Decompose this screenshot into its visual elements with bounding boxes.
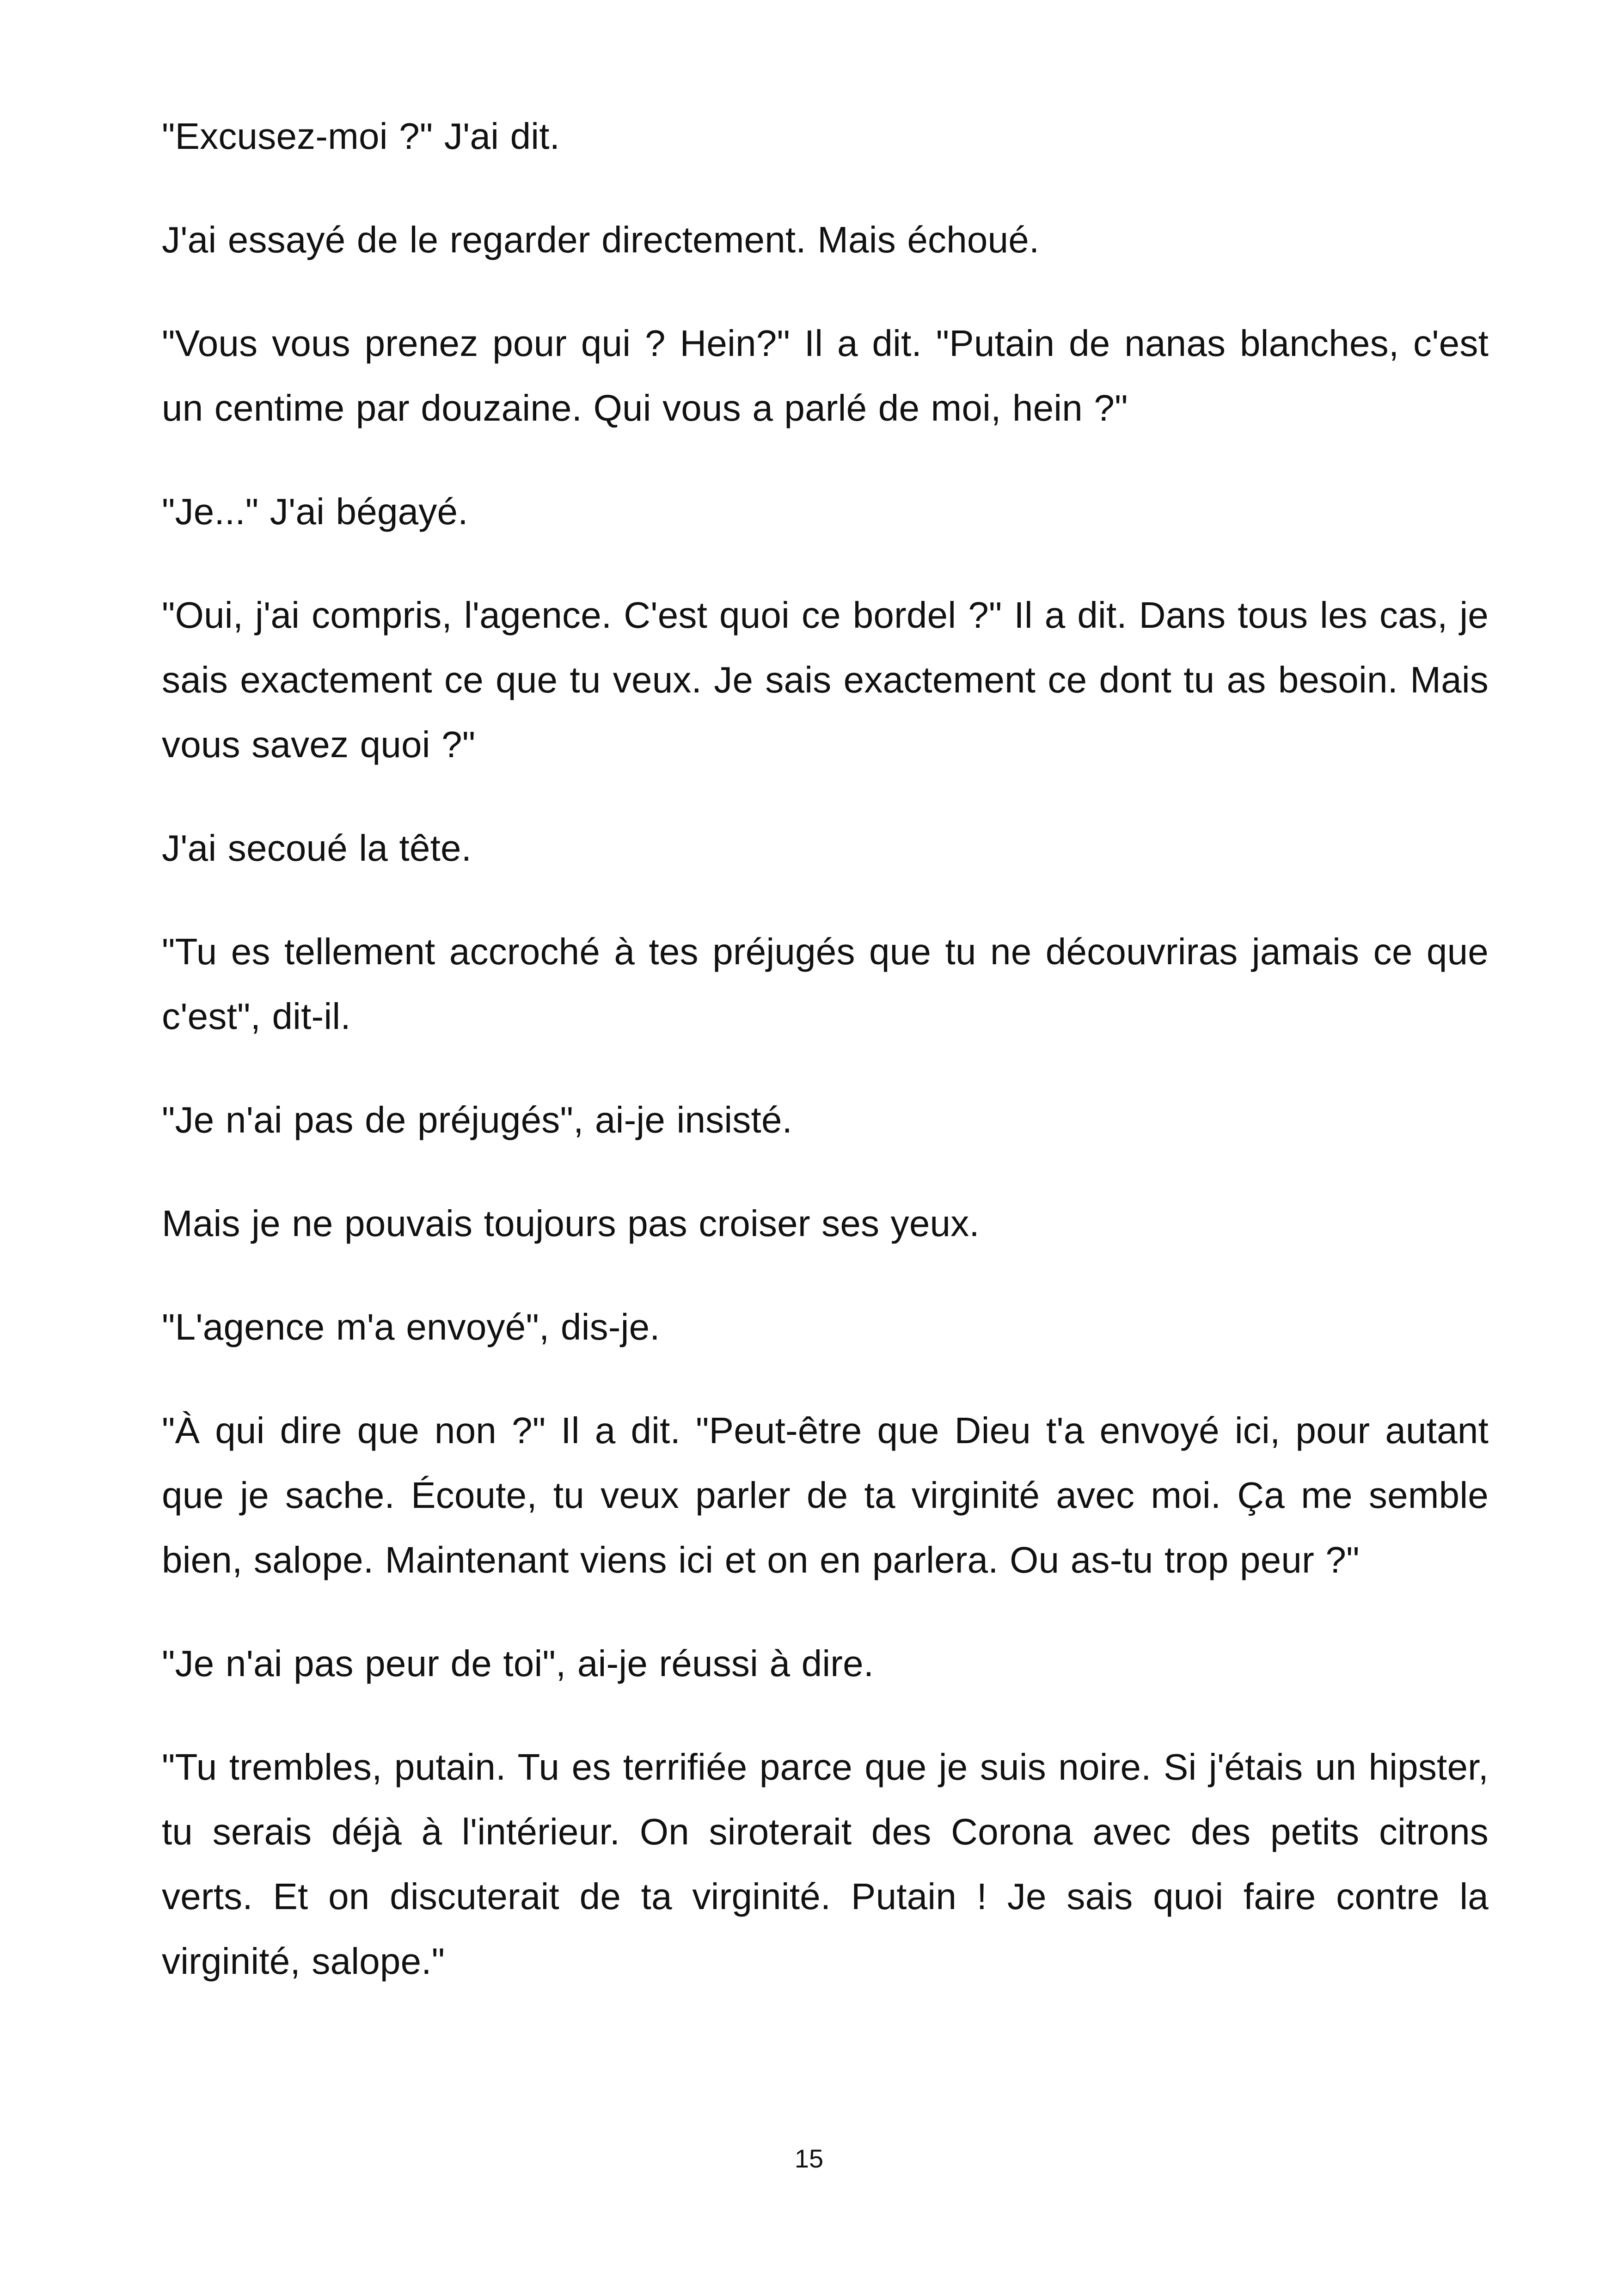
paragraph: "Oui, j'ai compris, l'agence. C'est quoi ce bordel ?" Il a dit. Dans tous les cas, je sais exactement ce que tu veux. Je sais exactement ce dont tu as besoin. Mais vous savez quoi ?" — [162, 594, 1489, 765]
paragraph: "Excusez-moi ?" J'ai dit. — [162, 116, 560, 157]
body-text — [162, 104, 1489, 2033]
paragraph: "L'agence m'a envoyé", dis-je. — [162, 1306, 660, 1347]
page-number: 15 — [794, 2144, 824, 2173]
paragraph: "Vous vous prenez pour qui ? Hein?" Il a dit. "Putain de nanas blanches, c'est un centime par douzaine. Qui vous a parlé de moi, hein ?" — [162, 323, 1489, 429]
paragraph: "Je n'ai pas de préjugés", ai-je insisté. — [162, 1099, 793, 1140]
paragraph: "Je n'ai pas peur de toi", ai-je réussi à dire. — [162, 1643, 874, 1684]
paragraph: "Tu trembles, putain. Tu es terrifiée parce que je suis noire. Si j'étais un hipster, tu serais déjà à l'intérieur. On siroterait des Corona avec des petits citrons verts. Et on discuterait de ta virginité. Putain ! Je sais quoi faire contre la virginité, salope." — [162, 1746, 1489, 1982]
paragraph: "Tu es tellement accroché à tes préjugés que tu ne découvriras jamais ce que c'est", dit-il. — [162, 931, 1489, 1037]
paragraph: J'ai secoué la tête. — [162, 827, 472, 869]
paragraph: "À qui dire que non ?" Il a dit. "Peut-être que Dieu t'a envoyé ici, pour autant que je sache. Écoute, tu veux parler de ta virginité avec moi. Ça me semble bien, salope. Maintenant viens ici et on en parlera. Ou as-tu trop peur ?" — [162, 1410, 1489, 1580]
paragraph: Mais je ne pouvais toujours pas croiser ses yeux. — [162, 1203, 980, 1244]
paragraph: J'ai essayé de le regarder directement. Mais échoué. — [162, 219, 1040, 260]
paragraph: "Je..." J'ai bégayé. — [162, 491, 468, 532]
